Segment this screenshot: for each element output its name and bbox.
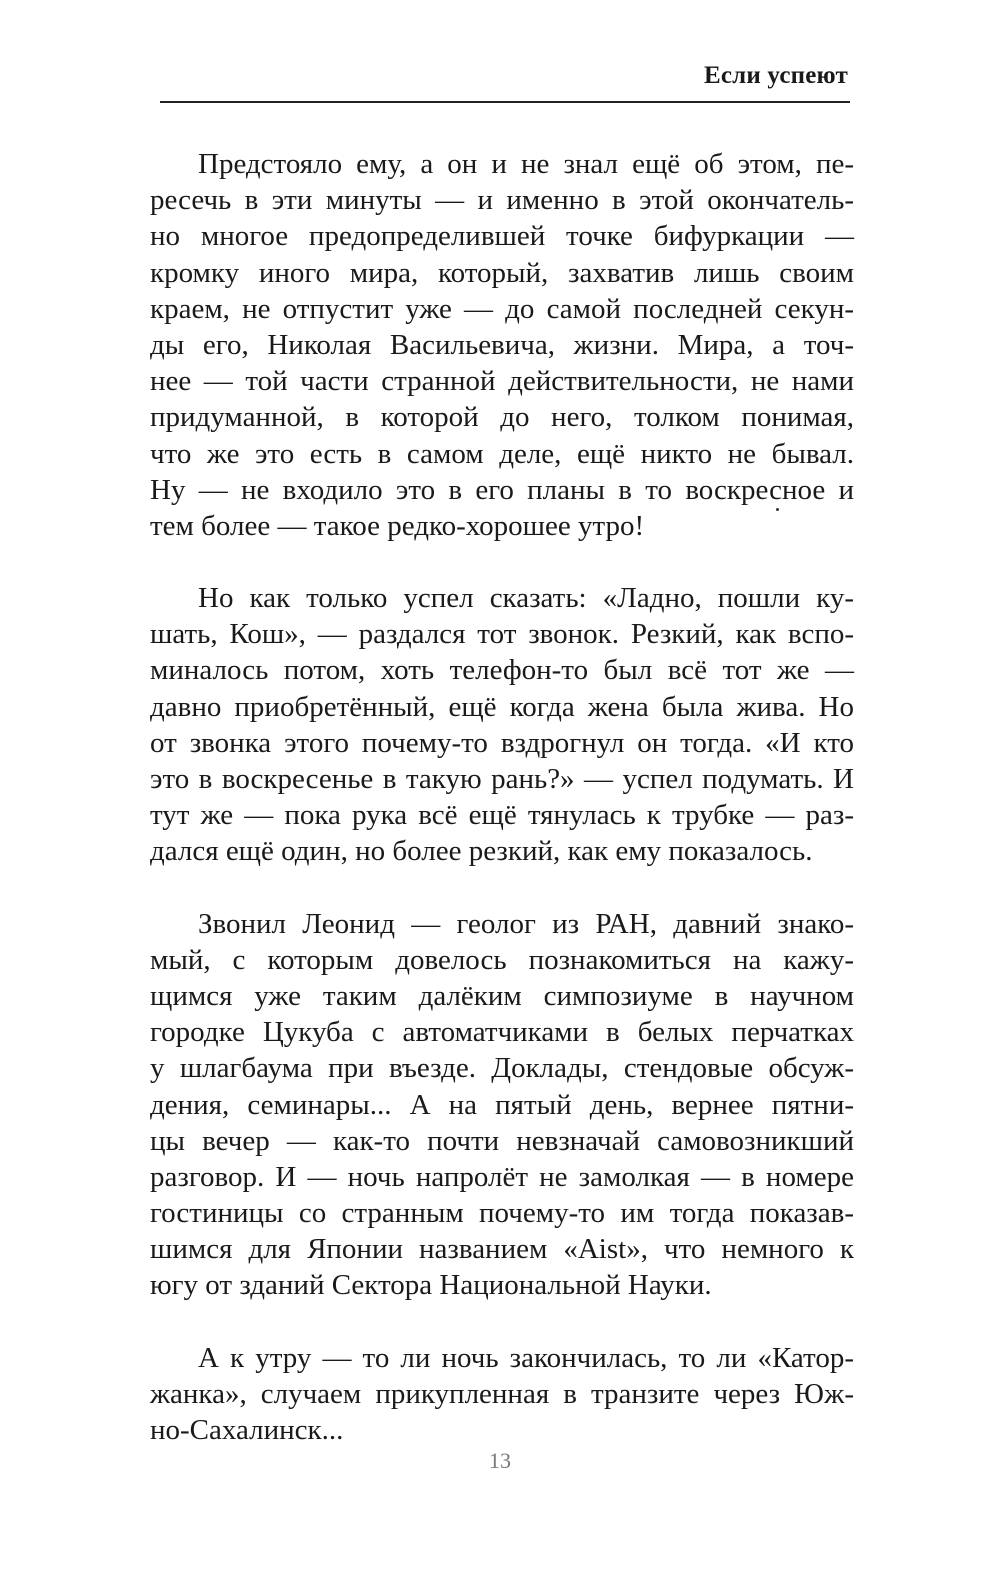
text-line: городке Цукуба с автоматчиками в белых перчатках: [150, 1016, 854, 1049]
text-line: щимся уже таким далёким симпозиуме в научном: [150, 979, 854, 1012]
text-line: дения, семинары... А на пятый день, вернее пятни-: [150, 1088, 854, 1121]
header-rule: [160, 101, 850, 103]
running-head-title: Если успеют: [703, 62, 848, 89]
text-line: но многое предопределившей точке бифуркации —: [150, 220, 854, 253]
text-line: шать, Кош», — раздался тот звонок. Резкий, как вспо-: [150, 618, 854, 651]
text-line: дался ещё один, но более резкий, как ему показалось.: [150, 835, 813, 868]
body-text: [150, 146, 854, 1484]
text-line: тут же — пока рука всё ещё тянулась к трубке — раз-: [150, 799, 854, 832]
text-line: это в воскресенье в такую рань?» — успел подумать. И: [150, 763, 854, 795]
paragraph-4: [150, 1340, 854, 1449]
text-line: что же это есть в самом деле, ещё никто не бывал.: [150, 437, 854, 470]
text-line: Ну — не входило это в его планы в то воскресное и: [150, 473, 854, 506]
text-line: миналось потом, хоть телефон-то был всё тот же —: [150, 654, 854, 687]
text-line: ды его, Николая Васильевича, жизни. Мира, а точ-: [150, 328, 854, 361]
paragraph-1: [150, 146, 854, 544]
text-line: ресечь в эти минуты — и именно в этой окончатель-: [150, 184, 854, 217]
text-line: у шлагбаума при въезде. Доклады, стендовые обсуж-: [150, 1052, 854, 1085]
text-line: нее — той части странной действительности, не нами: [150, 365, 854, 398]
text-line: от звонка этого почему-то вздрогнул он тогда. «И кто: [150, 726, 854, 759]
text-line: цы вечер — как-то почти невзначай самовозникший: [150, 1124, 854, 1157]
text-line: шимся для Японии названием «Aist», что немного к: [150, 1233, 854, 1266]
text-line: гостиницы со странным почему-то им тогда показав-: [150, 1197, 854, 1230]
text-line: жанка», случаем прикупленная в транзите через Юж-: [150, 1377, 854, 1410]
text-line: Звонил Леонид — геолог из РАН, давний знако-: [198, 907, 854, 940]
paragraph-2: [150, 580, 854, 870]
text-line: А к утру — то ли ночь закончилась, то ли «Катор-: [198, 1341, 854, 1374]
text-line: кромку иного мира, который, захватив лишь своим: [150, 256, 854, 289]
text-line: давно приобретённый, ещё когда жена была жива. Но: [150, 690, 854, 723]
text-line: но-Сахалинск...: [150, 1414, 344, 1446]
page-number: 13: [489, 1448, 511, 1473]
text-line: Но как только успел сказать: «Ладно, пошли ку-: [198, 582, 854, 615]
text-line: разговор. И — ночь напролёт не замолкая — в номере: [150, 1160, 854, 1193]
text-line: краем, не отпустит уже — до самой последней секун-: [150, 292, 854, 325]
text-line: Предстояло ему, а он и не знал ещё об этом, пе-: [198, 148, 854, 180]
text-line: югу от зданий Сектора Национальной Науки.: [150, 1269, 712, 1302]
text-line: мый, с которым довелось познакомиться на кажу-: [150, 943, 854, 976]
text-line: тем более — такое редко-хорошее утро!: [150, 509, 645, 542]
text-line: придуманной, в которой до него, толком понимая,: [150, 401, 854, 434]
paragraph-3: [150, 906, 854, 1304]
print-speck: [776, 508, 779, 511]
